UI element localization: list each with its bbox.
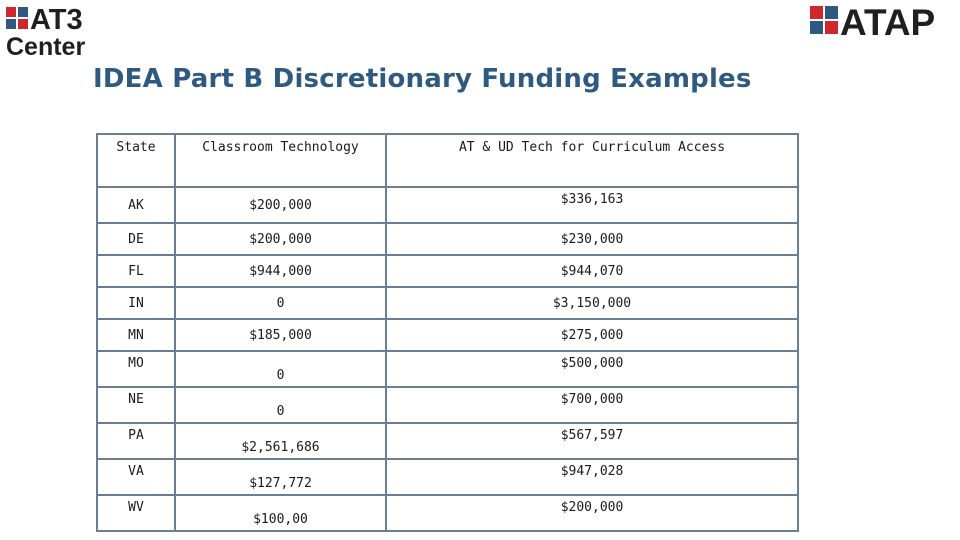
- classroom-tech-cell: $2,561,686: [175, 423, 386, 459]
- classroom-tech-cell: 0: [175, 287, 386, 319]
- logo-center-text: Center: [6, 33, 86, 59]
- at3-center-logo: [6, 5, 106, 59]
- at-ud-tech-cell: $567,597: [386, 423, 798, 459]
- state-cell: NE: [97, 387, 175, 423]
- at-ud-tech-cell: $500,000: [386, 351, 798, 387]
- state-cell: WV: [97, 495, 175, 531]
- at-ud-tech-cell: $230,000: [386, 223, 798, 255]
- classroom-tech-cell: 0: [175, 387, 386, 423]
- table-row: [97, 423, 798, 459]
- at-ud-tech-cell: $275,000: [386, 319, 798, 351]
- header-state: State: [97, 134, 175, 187]
- state-cell: MO: [97, 351, 175, 387]
- logo-at3-text: AT3: [30, 5, 83, 36]
- at-ud-tech-cell: $947,028: [386, 459, 798, 495]
- at-ud-tech-cell: $944,070: [386, 255, 798, 287]
- state-cell: MN: [97, 319, 175, 351]
- funding-table-container: [96, 133, 799, 532]
- classroom-tech-cell: $185,000: [175, 319, 386, 351]
- at-ud-tech-cell: $700,000: [386, 387, 798, 423]
- header-classroom-technology: Classroom Technology: [175, 134, 386, 187]
- at-ud-tech-cell: $200,000: [386, 495, 798, 531]
- logo-atap-text: ATAP: [840, 4, 936, 38]
- classroom-tech-cell: $944,000: [175, 255, 386, 287]
- table-row: [97, 187, 798, 223]
- classroom-tech-cell: $200,000: [175, 223, 386, 255]
- at-ud-tech-cell: $3,150,000: [386, 287, 798, 319]
- funding-table: [96, 133, 799, 532]
- state-cell: VA: [97, 459, 175, 495]
- table-row: [97, 351, 798, 387]
- state-cell: FL: [97, 255, 175, 287]
- state-cell: IN: [97, 287, 175, 319]
- classroom-tech-cell: $127,772: [175, 459, 386, 495]
- table-row: [97, 255, 798, 287]
- classroom-tech-cell: $200,000: [175, 187, 386, 223]
- classroom-tech-cell: 0: [175, 351, 386, 387]
- table-header-row: [97, 134, 798, 187]
- state-cell: AK: [97, 187, 175, 223]
- classroom-tech-cell: $100,00: [175, 495, 386, 531]
- table-row: [97, 459, 798, 495]
- at-ud-tech-cell: $336,163: [386, 187, 798, 223]
- atap-logo: [810, 4, 956, 38]
- atap-logo-mark-icon: [810, 6, 838, 34]
- table-row: [97, 223, 798, 255]
- at3-logo-mark-icon: [6, 7, 28, 29]
- table-row: [97, 387, 798, 423]
- table-row: [97, 319, 798, 351]
- header-at-ud-tech: AT & UD Tech for Curriculum Access: [386, 134, 798, 187]
- state-cell: DE: [97, 223, 175, 255]
- state-cell: PA: [97, 423, 175, 459]
- table-row: [97, 287, 798, 319]
- page-title: IDEA Part B Discretionary Funding Examples: [93, 64, 752, 94]
- table-row: [97, 495, 798, 531]
